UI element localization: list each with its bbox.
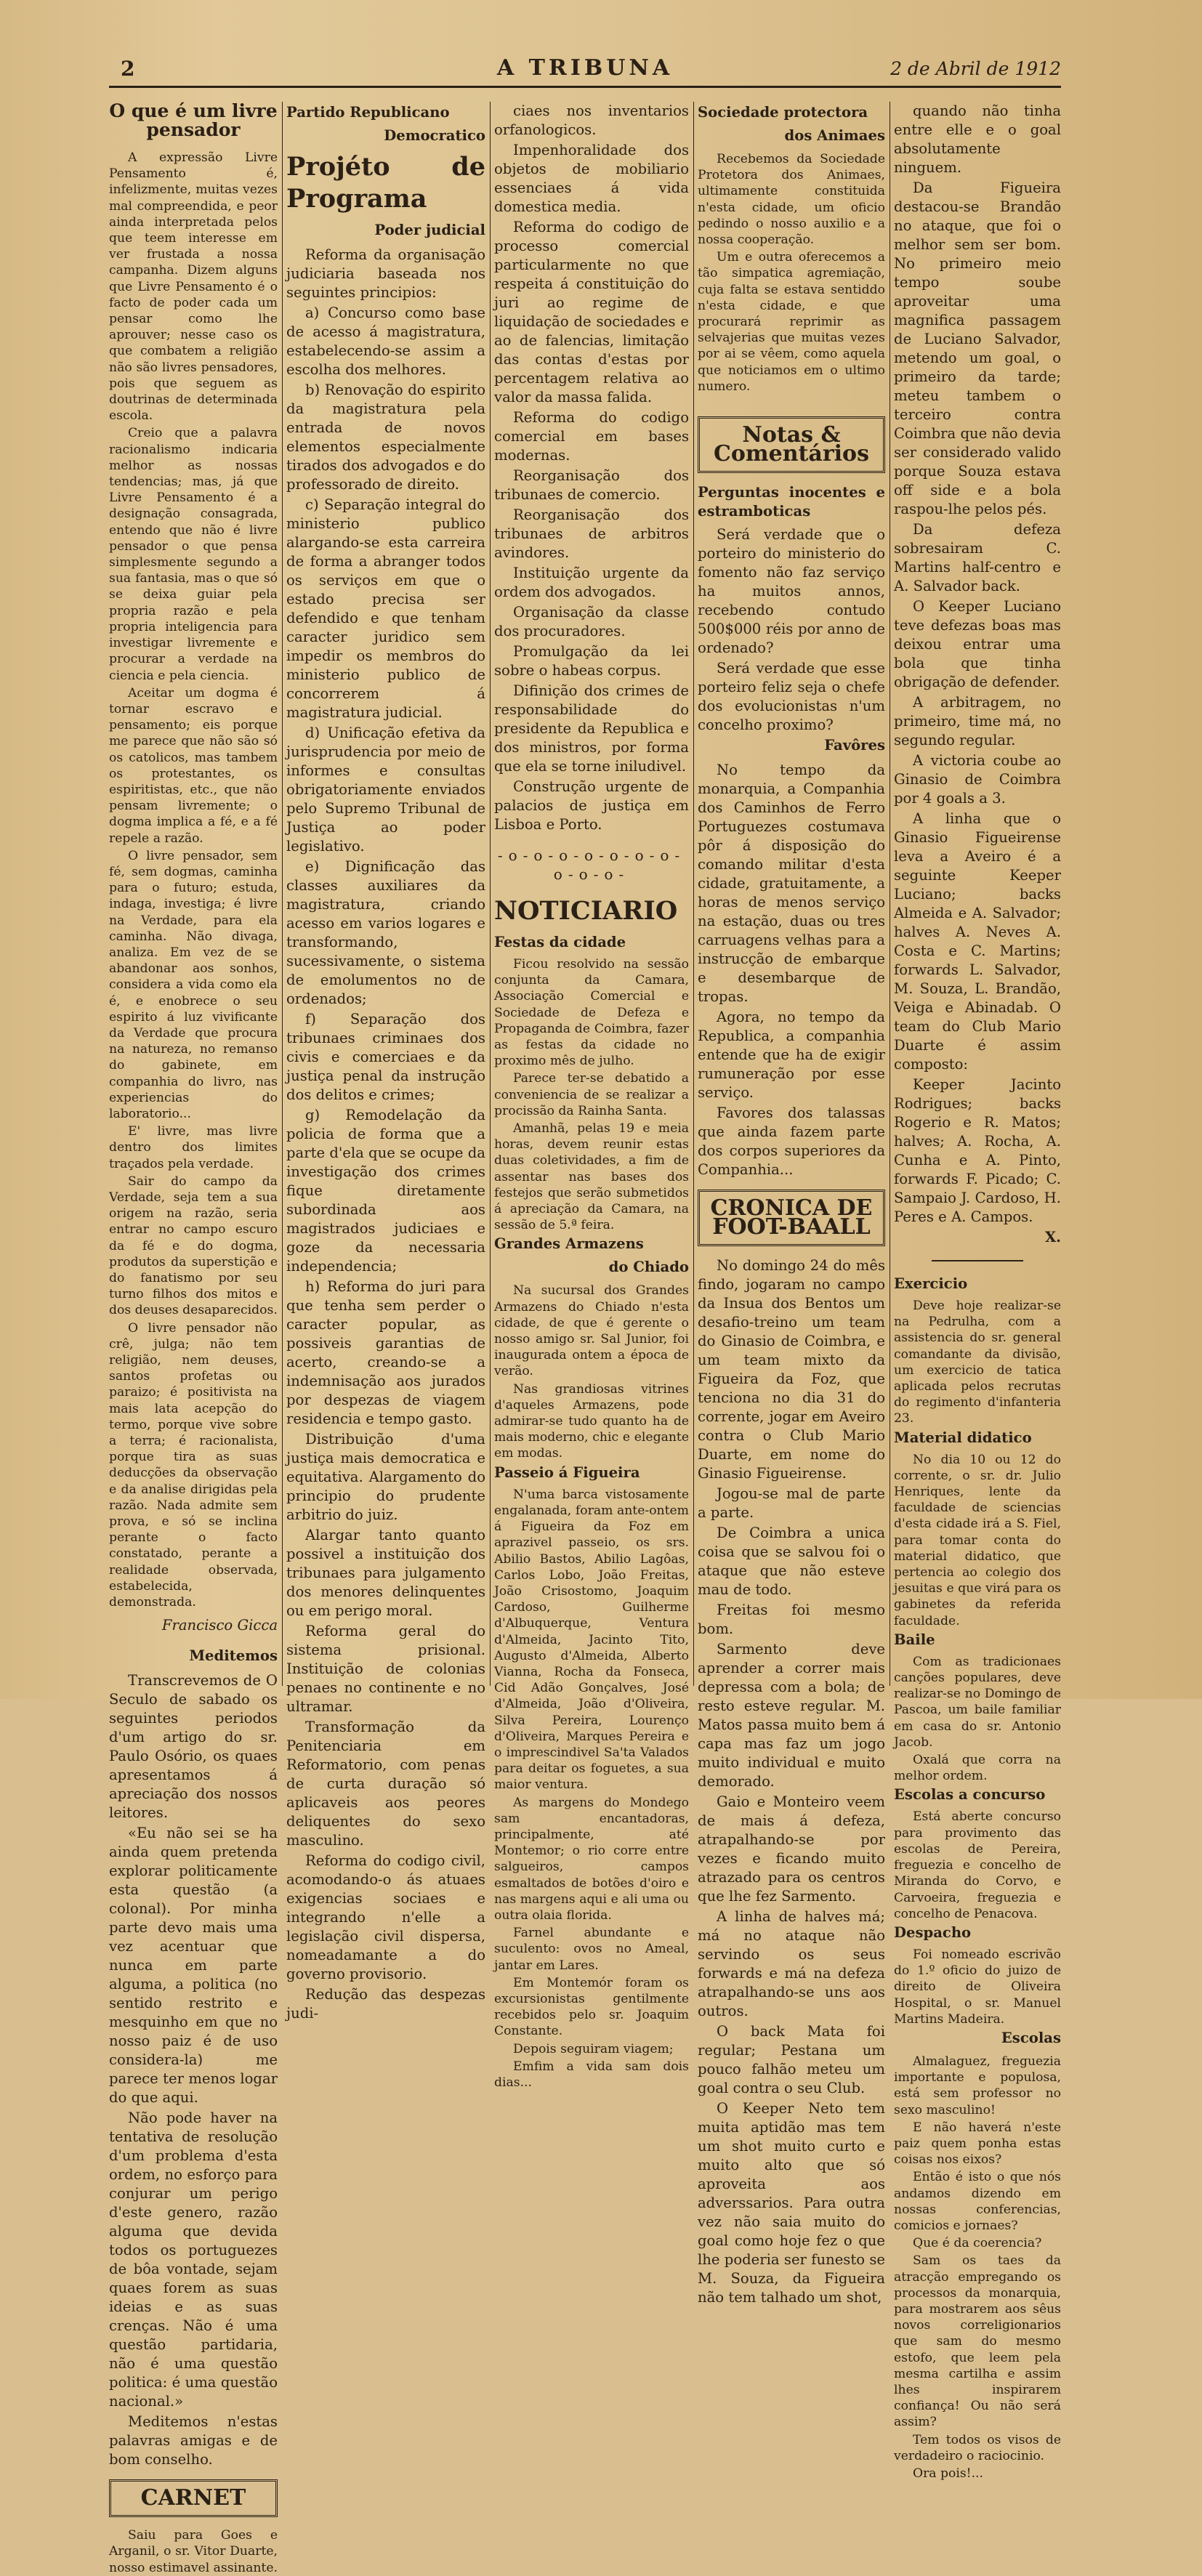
subheading: Favôres <box>824 737 885 754</box>
paragraph: «Eu não sei se ha ainda quem pretenda explorar politicamente esta questão (a colonal). Por minha parte devo mais uma vez acentuar que nunca em parte alguma, a politica (no sentido restrito e mesquinho em que no nosso paiz é de uso considera-la) me parece ter menos logar do que aqui. <box>109 1825 278 2107</box>
column-divider <box>282 102 283 1686</box>
subheading: do Chiado <box>608 1259 689 1276</box>
paragraph: E' livre, mas livre dentro dos limites traçados pela verdade. <box>109 1124 278 1171</box>
paragraph: Agora, no tempo da Republica, a companhia entende que ha de exigir rumuneração por esse serviço. <box>698 1009 885 1102</box>
paragraph: Está aberte concurso para provimento das escolas de Pereira, freguezia e concelho de Miranda do Corvo, e Carvoeira, freguezia e concelho de Penacova. <box>894 1809 1061 1921</box>
paragraph: A arbitragem, no primeiro, time má, no segundo regular. <box>894 694 1061 748</box>
paragraph: Difinição dos crimes de responsabilidade do presidente da Republica e dos ministros, por forma que ela se torne iniludivel. <box>494 682 689 775</box>
paragraph: Nas grandiosas vitrines d'aqueles Armazens, pode admirar-se tudo quanto ha de mais moderno, chic e elegante em modas. <box>494 1381 689 1461</box>
paragraph: Reforma do codigo de processo comercial particularmente no que respeita á constituição do juri ao regime de liquidação de sociedades e ao de falencias, limitação das contas d'estas por percentagem relativa ao valor da massa falida. <box>494 219 689 405</box>
column-divider <box>490 102 491 1686</box>
paragraph: Em Montemór foram os excursionistas gentilmente recebidos pelo sr. Joaquim Constante. <box>494 1975 689 2039</box>
subheading: Poder judicial <box>374 222 485 238</box>
paragraph: O livre pensador, sem fé, sem dogmas, caminha para o futuro; estuda, indaga, investiga; é livre na Verdade, para ela caminha. Não divaga, analiza. Em vez de se abandonar aos sonhos, considera a vida como ela é, e enobrece o seu espirito á luz vivificante da Verdade que procura na natureza, no remanso do gabinete, em companhia do livro, nas experiencias do laboratorio... <box>109 848 278 1121</box>
paragraph: g) Remodelação da policia de forma que a parte d'ela que se ocupe da investigação dos crimes fique diretamente subordinada aos magistrados judiciaes e goze da necessaria independencia; <box>286 1107 485 1275</box>
subheading: dos Animaes <box>784 127 885 144</box>
paragraph: Ora pois!... <box>913 2466 983 2481</box>
paragraph: Da defeza sobresairam C. Martins half-centro e A. Salvador back. <box>894 521 1061 594</box>
paragraph: O livre pensador não crê, julga; não tem religião, nem deuses, santos profetas ou paraizo; é positivista na mais lata acepção do termo, porque vive sobre a terra; é racionalista, porque tira as suas deducções da observação e da analise dirigidas pela razão. Nada admite sem prova, e só se inclina perante o facto constatado, perante a realidade observada, estabelecida, demonstrada. <box>109 1320 278 1610</box>
paragraph: Keeper Jacinto Rodrigues; backs Rogerio e R. Matos; halves; A. Rocha, A. Cunha e A. Pinto, forwards F. Picado; C. Sampaio J. Cardoso, H. Peres e A. Campos. <box>894 1076 1061 1225</box>
paragraph: Jogou-se mal de parte a parte. <box>698 1485 885 1522</box>
paragraph: Favores dos talassas que ainda fazem parte dos corpos superiores da Companhia... <box>698 1105 885 1179</box>
paragraph: Reorganisação dos tribunaes de comercio. <box>494 467 689 503</box>
paragraph: Recebemos da Sociedade Protetora dos Animaes, ultimamente constituida n'esta cidade, um oficio pedindo o nosso auxilio e a nossa cooperação. <box>698 152 885 248</box>
section-heading: Passeio á Figueira <box>494 1463 640 1481</box>
paragraph: No dia 10 ou 12 do corrente, o sr. dr. Julio Henriques, lente da faculdade de sciencias d'esta cidade irá a S. Fiel, para tomar conta do material didatico, que pertencia ao colegio dos jesuitas e que virá para os gabinetes da referida faculdade. <box>894 1452 1061 1628</box>
page-header <box>109 52 1061 84</box>
paragraph: No tempo da monarquia, a Companhia dos Caminhos de Ferro Portuguezes costumava pôr á disposição do comando militar d'esta cidade, gratuitamente, a horas de menos serviço na estação, duas ou tres carruagens velhas para a instrucção de embarque e desembarque de tropas. <box>698 762 885 1006</box>
header-rule <box>109 86 1061 88</box>
paragraph: Farnel abundante e suculento: ovos no Ameal, jantar em Lares. <box>494 1926 689 1973</box>
paragraph: Gaio e Monteiro veem de mais á defeza, atrapalhando-se por vezes e ficando muito atrazado para os centros que lhe fez Sarmento. <box>698 1793 885 1905</box>
paragraph: Sam os taes da atracção empregando os processos da monarquia, para mostrarem aos sêus novos correligionarios que sam do mesmo estofo, que leem pela mesma cartilha e assim lhes inspirarem confiança! Ou não será assim? <box>894 2253 1061 2430</box>
paragraph: f) Separação dos tribunaes criminaes dos civis e comerciaes e da justiça penal da instrução dos delitos e crimes; <box>286 1011 485 1103</box>
paragraph: Impenhoralidade dos objetos de mobiliario essenciaes á vida domestica media. <box>494 142 689 215</box>
paragraph: Então é isto o que nós andamos dizendo em nossas conferencias, comicios e jornaes? <box>894 2170 1061 2233</box>
paragraph: Reforma geral do sistema prisional. Instituição de colonias penaes no continente e no ultramar. <box>286 1623 485 1715</box>
paragraph: Redução das despezas judi- <box>286 1986 485 2022</box>
paragraph: Instituição urgente da ordem dos advogados. <box>494 565 689 600</box>
column-3 <box>494 102 689 2090</box>
paragraph: Na sucursal dos Grandes Armazens do Chiado n'esta cidade, de que é gerente o nosso amigo sr. Sal Junior, foi inaugurada ontem a época de verão. <box>494 1283 689 1379</box>
paragraph: A linha que o Ginasio Figueirense leva a Aveiro é a seguinte Keeper Luciano; backs Almeida e A. Salvador; halves A. Neves A. Costa e C. Martins; forwards L. Salvador, M. Souza, L. Brandão, Veiga e Abinadab. O team do Club Mario Duarte é assim composto: <box>894 810 1061 1073</box>
spacer <box>109 1635 278 1645</box>
paragraph: quando não tinha entre elle e o goal absolutamente ninguem. <box>894 102 1061 176</box>
paragraph: Reforma do codigo civil, acomodando-o ás atuaes exigencias sociaes e integrando n'elle a legislação civil dispersa, nomeadamante a do governo provisorio. <box>286 1852 485 1982</box>
paragraph: Não pode haver na tentativa de resolução d'um problema d'esta ordem, no esforço para conjurar um perigo d'este genero, razão alguma que devida todos os portuguezes de bôa vontade, sejam quaes forem as suas ideias e as suas crenças. Não é uma questão partidaria, não é uma questão politica: é uma questão nacional.» <box>109 2109 278 2410</box>
column-2 <box>286 102 485 2022</box>
paragraph: Ficou resolvido na sessão conjunta da Camara, Associação Comercial e Sociedade de Defeza e Propaganda de Coimbra, fazer as festas da cidade no proximo mês de julho. <box>494 957 689 1069</box>
subheading: X. <box>1044 1229 1061 1245</box>
paragraph: Sair do campo da Verdade, seja tem a sua origem na razão, seria entrar no campo escuro da fé e do dogma, produtos da superstição e do fanatismo por seu turno filhos dos mitos e dos deuses desaparecidos. <box>109 1174 278 1318</box>
column-divider <box>693 102 694 1686</box>
paragraph: N'uma barca vistosamente engalanada, foram ante-ontem á Figueira da Foz em aprazivel passeio, os srs. Abilio Bastos, Abilio Lagôas, Carlos Lobo, João Freitas, João Crisostomo, Joaquim Cardoso, Guilherme d'Albuquerque, Ventura d'Almeida, Jacinto Tito, Augusto d'Almeida, Alberto Vianna, Rocha da Fonseca, Cid Adão Gonçalves, José d'Almeida, João d'Oliveira, Silva Pereira, Lourenço d'Oliveira, Marques Pereira e o imprescindivel Sa'ta Valados para deitar os foguetes, a sua maior ventura. <box>494 1487 689 1793</box>
paragraph: A linha de halves má; má no ataque não servindo os seus forwards e má na defeza atrapalhando-se uns aos outros. <box>698 1908 885 2020</box>
paragraph: Aceitar um dogma é tornar escravo e pensamento; eis porque me parece que não são só os catolicos, mas tambem os protestantes, os espiritistas, etc., que não pensam livremente; o dogma implica a fé, e a fé repele a razão. <box>109 685 278 846</box>
paragraph: Promulgação da lei sobre o habeas corpus. <box>494 643 689 679</box>
paragraph: O Keeper Neto tem muita aptidão mas tem um shot muito curto e muito alto que só aproveita aos adverssarios. Para outra vez não saia muito do goal como hoje fez o que lhe poderia ser funesto se M. Souza, da Figueira não tem talhado um shot, <box>698 2100 885 2306</box>
paragraph: O back Mata foi regular; Pestana um pouco falhão meteu um goal contra o seu Club. <box>698 2023 885 2097</box>
paragraph: Com as tradicionaes canções populares, deve realizar-se no Domingo de Pascoa, um baile familiar em casa do sr. Antonio Jacob. <box>894 1654 1061 1750</box>
section-heading: Grandes Armazens <box>494 1235 644 1253</box>
section-heading: Exercicio <box>894 1275 968 1292</box>
subheading: Escolas <box>1001 2029 1061 2046</box>
section-title: NOTICIARIO <box>494 896 678 926</box>
article-title: O que é um livre pensador <box>109 100 278 140</box>
section-heading: Escolas a concurso <box>894 1786 1046 1804</box>
page-number: 2 <box>121 57 135 81</box>
section-heading: Festas da cidade <box>494 934 626 950</box>
paragraph: Reforma da organisação judiciaria baseada nos seguintes principios: <box>286 246 485 301</box>
paragraph: Creio que a palavra racionalismo indicaria melhor as nossas tendencias; mas, já que Livre Pensamento é a designação consagrada, entendo que não é livre pensador o que pensa simplesmente segundo a sua fantasia, mas o que só se deixa guiar pela propria razão e pela propria inteligencia para investigar livremente e procurar a verdade na ciencia e pela ciencia. <box>109 426 278 683</box>
section-heading: Material didatico <box>894 1429 1032 1446</box>
masthead: A TRIBUNA <box>496 55 674 81</box>
paragraph: Oxalá que corra na melhor ordem. <box>894 1753 1061 1784</box>
paragraph: d) Unificação efetiva da jurisprudencia por meio de informes e consultas obrigatoriamente enviados pelo Supremo Tribunal de Justiça ao poder legislativo. <box>286 724 485 855</box>
paragraph: Será verdade que o porteiro do ministerio do fomento não faz serviço ha muitos annos, recebendo contudo 500$000 réis por anno de ordenado? <box>698 526 885 657</box>
paragraph: Deve hoje realizar-se na Pedrulha, com a assistencia do sr. general comandante da divisão, um exercicio de tatica aplicada pelos recrutas do regimento d'infanteria 23. <box>894 1299 1061 1426</box>
paragraph: Sarmento deve aprender a correr mais depressa com a bola; de resto esteve regular. M. Matos passa muito bem á capa mas faz um jogo muito individual e muito demorado. <box>698 1641 885 1790</box>
paragraph: Meditemos n'estas palavras amigas e de bom conselho. <box>109 2413 278 2468</box>
section-heading: Sociedade protectora <box>698 104 868 121</box>
issue-date: 2 de Abril de 1912 <box>890 58 1061 79</box>
paragraph: No domingo 24 do mês findo, jogaram no campo da Insua dos Bentos um desafio-treino um team do Ginasio de Coimbra, e um team mixto da Figueira da Foz, que tenciona no dia 31 do corrente, jogar em Aveiro contra o Club Mario Duarte, em nome do Ginasio Figueirense. <box>698 1257 885 1482</box>
paragraph: c) Separação integral do ministerio publico alargando-se esta carreira de forma a abranger todos os serviços em que o estado precisa ser defendido e que tenham caracter juridico sem impedir os membros do ministerio publico de concorrerem á magistratura judicial. <box>286 496 485 721</box>
paragraph: Freitas foi mesmo bom. <box>698 1602 885 1638</box>
paragraph: Que é da coerencia? <box>913 2236 1042 2251</box>
boxed-heading: CRONICA DE FOOT-BAALL <box>698 1190 885 1246</box>
paragraph: O Keeper Luciano teve defezas boas mas deixou entrar uma bola que tinha obrigação de defender. <box>894 598 1061 690</box>
paragraph: A victoria coube ao Ginasio de Coimbra por 4 goals a 3. <box>894 752 1061 807</box>
paragraph: Será verdade que esse porteiro feliz seja o chefe dos evolucionistas n'um concelho proximo? <box>698 660 885 734</box>
paragraph: a) Concurso como base de acesso á magistratura, estabelecendo-se assim a escolha dos melhores. <box>286 304 485 378</box>
paragraph: Transcrevemos de O Seculo de sabado os seguintes periodos d'um artigo do sr. Paulo Osório, os quaes apresentamos á apreciação dos nossos leitores. <box>109 1672 278 1822</box>
section-title: Projéto de Programa <box>286 152 485 214</box>
section-heading: Partido Republicano <box>286 104 450 121</box>
paragraph: e) Dignificação das classes auxiliares da magistratura, criando acesso em varios logares e transformando, sucessivamente, o sistema de emolumentos no de ordenados; <box>286 858 485 1007</box>
paragraph: As margens do Mondego sam encantadoras, principalmente, até Montemor; o rio corre entre salgueiros, campos esmaltados de botões d'oiro e nas margens aqui e ali uma ou outra olaia florida. <box>494 1795 689 1923</box>
section-heading: Perguntas inocentes e estramboticas <box>698 484 885 520</box>
section-heading: Despacho <box>894 1923 972 1941</box>
paragraph: Parece ter-se debatido a conveniencia de se realizar a procissão da Rainha Santa. <box>494 1071 689 1118</box>
spacer <box>698 396 885 406</box>
paragraph: Reforma do codigo comercial em bases modernas. <box>494 409 689 464</box>
section-heading: Baile <box>894 1631 935 1648</box>
paragraph: Distribuição d'uma justiça mais democratica e equitativa. Alargamento do principio do prudente arbitrio do juiz. <box>286 1431 485 1523</box>
paragraph: Emfim a vida sam dois dias... <box>494 2059 689 2090</box>
paragraph: Saiu para Goes e Arganil, o sr. Vitor Duarte, nosso estimavel assinante. <box>109 2528 278 2575</box>
byline: Francisco Gicca <box>161 1617 278 1634</box>
paragraph: Transformação da Penitenciaria em Reformatorio, com penas de curta duração só aplicaveis aos peores deliquentes do sexo masculino. <box>286 1719 485 1849</box>
column-4 <box>698 102 885 2306</box>
paragraph: Depois seguiram viagem; <box>513 2041 674 2056</box>
ornament-rule: -o-o-o-o-o-o-o-o-o-o- <box>497 847 686 883</box>
paragraph: De Coimbra a unica coisa que se salvou foi o ataque que não esteve mau de todo. <box>698 1525 885 1599</box>
paragraph: Almalaguez, freguezia importante e populosa, está sem professor no sexo masculino! <box>894 2054 1061 2117</box>
paragraph: Construção urgente de palacios de justiça em Lisboa e Porto. <box>494 778 689 833</box>
subheading: Meditemos <box>189 1647 278 1665</box>
paragraph: A expressão Livre Pensamento é, infelizmente, muitas vezes mal compreendida, e peor ainda interpretada pelos que teem interesse em ver frustada a nossa campanha. Dizem alguns que Livre Pensamento é o facto de poder cada um pensar como lhe aprouver; nesse caso os que combatem a religião não são livres pensadores, pois que seguem as doutrinas de determinada escola. <box>109 150 278 424</box>
paragraph: Um e outra oferecemos a tão simpatica agremiação, cuja falta se estava sentiddo n'esta cidade, e que procurará reprimir as selvajerias que muitas vezes por ai se vêem, como aquela que noticiamos em o ultimo numero. <box>698 250 885 394</box>
paragraph: ciaes nos inventarios orfanologicos. <box>494 102 689 138</box>
paragraph: Alargar tanto quanto possivel a instituição dos tribunaes para julgamento dos menores delinquentes ou em perigo moral. <box>286 1527 485 1619</box>
paragraph: Tem todos os visos de verdadeiro o raciocinio. <box>894 2432 1061 2463</box>
paragraph: Amanhã, pelas 19 e meia horas, devem reunir estas duas coletividades, a fim de assentar nas bases dos festejos que serão submetidos á apreciação da Camara, na sessão de 5.ª feira. <box>494 1121 689 1233</box>
boxed-heading: Notas & Comentários <box>698 416 885 473</box>
column-1 <box>109 100 278 2575</box>
subheading: Democratico <box>384 127 485 144</box>
paragraph: E não haverá n'este paiz quem ponha estas coisas nos eixos? <box>894 2120 1061 2168</box>
paragraph: Da Figueira destacou-se Brandão no ataque, que foi o melhor sem ser bom. No primeiro meio tempo soube aproveitar uma magnifica passagem de Luciano Salvador, metendo um goal, o primeiro da tarde; meteu tambem o terceiro contra Coimbra que não devia ser considerado valido porque Souza estava off side e a bola raspou-lhe pelos pés. <box>894 179 1061 517</box>
paragraph: h) Reforma do juri para que tenha sem perder o caracter popular, as possiveis garantias de acerto, creando-se a indemnisação aos jurados por despezas de viagem residencia e tempo gasto. <box>286 1278 485 1427</box>
paragraph: Organisação da classe dos procuradores. <box>494 604 689 639</box>
column-5 <box>894 102 1061 2481</box>
paragraph: b) Renovação do espirito da magistratura pela entrada de novos elementos especialmente tirados dos advogados e do professorado de direito. <box>286 381 485 493</box>
separator-rule <box>932 1260 1024 1261</box>
paragraph: Foi nomeado escrivão do 1.º oficio do juizo de direito de Oliveira Hospital, o sr. Manuel Martins Madeira. <box>894 1947 1061 2027</box>
boxed-heading: CARNET <box>109 2479 278 2517</box>
paragraph: Reorganisação dos tribunaes de arbitros avindores. <box>494 506 689 561</box>
